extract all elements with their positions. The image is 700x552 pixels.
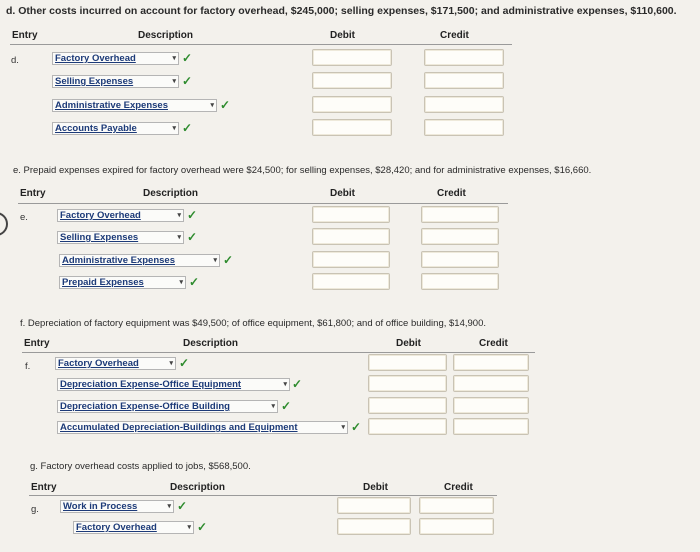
section-g-entry-header: Entry	[31, 482, 57, 493]
section-e-row2-debit-input[interactable]	[312, 228, 390, 245]
chevron-down-icon: ▾	[213, 257, 217, 264]
check-icon: ✓	[187, 230, 198, 244]
section-d-row1-debit-input[interactable]	[312, 49, 392, 66]
section-f-description-header: Description	[183, 338, 239, 349]
chevron-down-icon: ▾	[271, 403, 275, 410]
check-icon: ✓	[177, 499, 188, 513]
section-f-row3-credit-input[interactable]	[453, 397, 529, 414]
account-select-value: Accounts Payable	[55, 123, 137, 134]
section-d-row2-debit-input[interactable]	[312, 72, 392, 89]
section-e-row3-account-select[interactable]	[59, 254, 220, 267]
section-d-row2-credit-input[interactable]	[424, 72, 504, 89]
check-icon: ✓	[179, 356, 190, 370]
section-d-row4-account-select[interactable]	[52, 122, 179, 135]
check-icon: ✓	[182, 121, 193, 135]
account-select-value: Factory Overhead	[76, 522, 157, 533]
account-select-value: Selling Expenses	[55, 76, 134, 87]
chevron-down-icon: ▾	[179, 279, 183, 286]
account-select-value: Factory Overhead	[58, 358, 139, 369]
section-e-header-rule	[18, 203, 508, 204]
section-f-entry-header: Entry	[24, 338, 50, 349]
section-g-prompt: g. Factory overhead costs applied to jobs, $568,500.	[30, 461, 251, 472]
section-d-debit-header: Debit	[330, 30, 355, 41]
section-e-row1-account-select[interactable]	[57, 209, 184, 222]
section-g-debit-header: Debit	[363, 482, 388, 493]
account-select-value: Accumulated Depreciation-Buildings and Equipment	[60, 422, 298, 433]
chevron-down-icon: ▾	[167, 503, 171, 510]
section-d-credit-header: Credit	[440, 30, 469, 41]
check-icon: ✓	[281, 399, 292, 413]
section-d-prompt: d. Other costs incurred on account for factory overhead, $245,000; selling expenses, $171,500; and administrative expenses, $110,600.	[6, 5, 677, 17]
section-f-prompt: f. Depreciation of factory equipment was $49,500; of office equipment, $61,800; and of office building, $14,900.	[20, 318, 486, 329]
account-select-value: Administrative Expenses	[62, 255, 175, 266]
section-g-row2-account-select[interactable]	[73, 521, 194, 534]
chevron-down-icon: ▾	[283, 381, 287, 388]
section-e-row4-account-select[interactable]	[59, 276, 186, 289]
section-d-row4-credit-input[interactable]	[424, 119, 504, 136]
section-f-row2-credit-input[interactable]	[453, 375, 529, 392]
check-icon: ✓	[189, 275, 200, 289]
section-e-debit-header: Debit	[330, 188, 355, 199]
section-f-row1-debit-input[interactable]	[368, 354, 447, 371]
section-g-description-header: Description	[170, 482, 226, 493]
section-d-header-rule	[10, 44, 512, 45]
section-d-row3-credit-input[interactable]	[424, 96, 504, 113]
check-icon: ✓	[182, 74, 193, 88]
check-icon: ✓	[351, 420, 362, 434]
section-f-credit-header: Credit	[479, 338, 508, 349]
section-e-row2-account-select[interactable]	[57, 231, 184, 244]
section-f-row3-account-select[interactable]	[57, 400, 278, 413]
chevron-down-icon: ▾	[187, 524, 191, 531]
section-g-row1-debit-input[interactable]	[337, 497, 411, 514]
chevron-down-icon: ▾	[172, 55, 176, 62]
account-select-value: Depreciation Expense-Office Equipment	[60, 379, 242, 390]
account-select-value: Administrative Expenses	[55, 100, 168, 111]
section-e-row2-credit-input[interactable]	[421, 228, 499, 245]
section-f-row4-debit-input[interactable]	[368, 418, 447, 435]
section-f-row3-debit-input[interactable]	[368, 397, 447, 414]
section-f-row2-debit-input[interactable]	[368, 375, 447, 392]
section-e-row3-credit-input[interactable]	[421, 251, 499, 268]
section-f-debit-header: Debit	[396, 338, 421, 349]
section-d-row2-account-select[interactable]	[52, 75, 179, 88]
section-f-row1-credit-input[interactable]	[453, 354, 529, 371]
section-f-entry-label: f.	[25, 361, 31, 372]
chevron-down-icon: ▾	[341, 424, 345, 431]
section-e-entry-label: e.	[20, 212, 28, 223]
account-select-value: Factory Overhead	[55, 53, 136, 64]
section-g-row2-credit-input[interactable]	[419, 518, 494, 535]
section-g-header-rule	[29, 495, 497, 496]
section-d-row3-debit-input[interactable]	[312, 96, 392, 113]
section-e-entry-header: Entry	[20, 188, 46, 199]
section-e-prompt: e. Prepaid expenses expired for factory overhead were $24,500; for selling expenses, $28,420; and for administrative expenses, $16,660.	[13, 165, 592, 176]
section-e-row3-debit-input[interactable]	[312, 251, 390, 268]
check-icon: ✓	[182, 51, 193, 65]
section-g-row2-debit-input[interactable]	[337, 518, 411, 535]
account-select-value: Prepaid Expenses	[62, 277, 144, 288]
chevron-down-icon: ▾	[172, 125, 176, 132]
section-g-row1-account-select[interactable]	[60, 500, 174, 513]
section-e-row4-credit-input[interactable]	[421, 273, 499, 290]
section-e-row1-credit-input[interactable]	[421, 206, 499, 223]
check-icon: ✓	[220, 98, 231, 112]
section-d-entry-label: d.	[11, 55, 19, 66]
account-select-value: Depreciation Expense-Office Building	[60, 401, 230, 412]
section-e-credit-header: Credit	[437, 188, 466, 199]
chevron-down-icon: ▾	[177, 234, 181, 241]
account-select-value: Factory Overhead	[60, 210, 141, 221]
check-icon: ✓	[187, 208, 198, 222]
section-d-row4-debit-input[interactable]	[312, 119, 392, 136]
check-icon: ✓	[197, 520, 208, 534]
section-d-row1-account-select[interactable]	[52, 52, 179, 65]
section-f-row1-account-select[interactable]	[55, 357, 176, 370]
account-select-value: Selling Expenses	[60, 232, 139, 243]
section-f-row2-account-select[interactable]	[57, 378, 290, 391]
section-g-credit-header: Credit	[444, 482, 473, 493]
chevron-down-icon: ▾	[177, 212, 181, 219]
section-f-row4-credit-input[interactable]	[453, 418, 529, 435]
chevron-down-icon: ▾	[169, 360, 173, 367]
section-g-entry-label: g.	[31, 504, 39, 515]
section-f-header-rule	[22, 352, 535, 353]
section-d-description-header: Description	[138, 30, 194, 41]
section-d-entry-header: Entry	[12, 30, 38, 41]
section-d-row1-credit-input[interactable]	[424, 49, 504, 66]
section-e-description-header: Description	[143, 188, 199, 199]
section-e-row4-debit-input[interactable]	[312, 273, 390, 290]
account-select-value: Work in Process	[63, 501, 138, 512]
section-g-row1-credit-input[interactable]	[419, 497, 494, 514]
chevron-down-icon: ▾	[210, 102, 214, 109]
check-icon: ✓	[292, 377, 303, 391]
page-edge-marker	[0, 212, 8, 236]
chevron-down-icon: ▾	[172, 78, 176, 85]
section-e-row1-debit-input[interactable]	[312, 206, 390, 223]
check-icon: ✓	[223, 253, 234, 267]
section-d-row3-account-select[interactable]	[52, 99, 217, 112]
section-f-row4-account-select[interactable]	[57, 421, 348, 434]
